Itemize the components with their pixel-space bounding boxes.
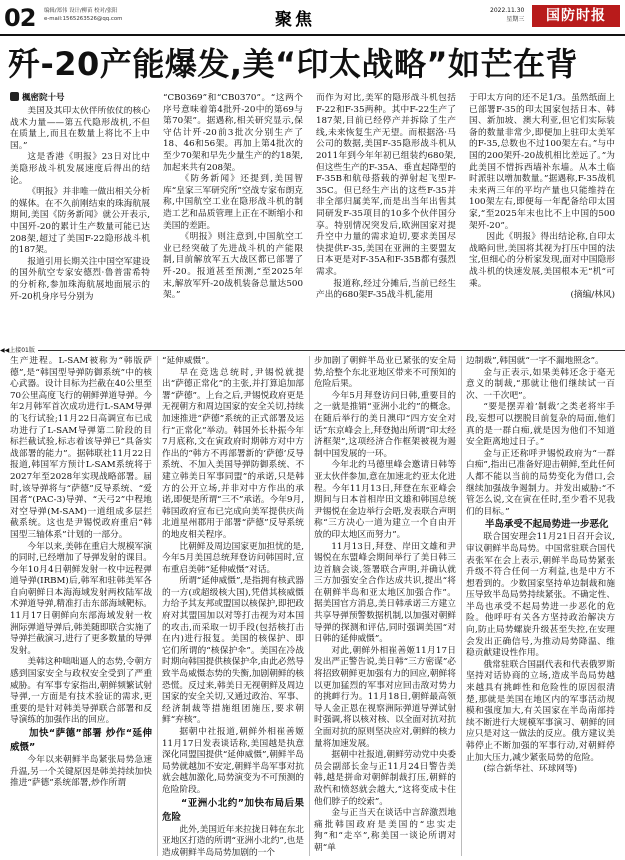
- paragraph: 因此《明报》得出结论称,自印太战略问世,美国将其视为打压中国的法宝,但细心的分析家发现,面对中国隐形战斗机的快速发展,美国根本无“机”可乘。: [469, 232, 615, 289]
- byline: [10, 91, 65, 103]
- paragraph: 《明报》并非唯一做出相关分析的媒体。在不久前刚结束的珠海航展期间,美国《防务新闻》就公开表示,中国歼-20的累计生产数量可能已达208架,超过了美国F-22隐形战斗机的187架。: [10, 187, 150, 256]
- paragraph: 于印太方向的还不足1/3。虽然纸面上已部署F-35的印太国家包括日本、韩国、新加坡、澳大利亚,但它们实际装备的数量非常少,即便加上驻印太美军的F-35,总数也不过100架左右。”与中国的200架歼-20战机相比差远了。”为此美国不惜拆西墙补东墙。从本土临时派驻以增加数量。”据遇称,F-35战机未来两三年的平均产量也只能维持在100架左右,即便每一年配备给印太国家,“至2025年末也比不上中国的500架歼-20”。: [469, 93, 615, 231]
- top-column-2: [163, 93, 303, 344]
- paragraph: 金与正表示,如果美韩还念于毫无意义的制裁,“那就让他们继续试一百次、一千次吧”。: [466, 367, 615, 401]
- paragraph: (综合新华社、环球网等): [483, 764, 578, 775]
- date: 2022.11.30: [490, 7, 525, 14]
- subheading: 加快“萨德”部署 炒作“延伸威慑”: [10, 728, 152, 753]
- byline-text: 楓密院十号: [22, 93, 65, 103]
- email-line: e-mail:1565263526@qq.com: [44, 16, 123, 22]
- paragraph: 生产进程。L-SAM被称为“韩版萨德”,是“韩国型导弹防御系统”中的核心武器。设计目标为拦截在40公里至70公里高度飞行的朝鲜弹道导弹。今年2月韩军首次成功进行L-SAM导弹的飞行试验;11月22日高调宣布已成功进行了L-SAM导弹第二阶段的目标拦截试验,标志着该导弹已“具备实战部署的能力”。据韩联社11月22日报道,韩国军方预计L-SAM系统将于2027年至2028年实现战略部署。届时,该导弹将与“萨德”反导系统、“爱国者”(PAC-3)导弹、“天弓2”中程地对空导弹(M-SAM)一道组成多层拦截系统。这也是尹锡悦政府重启“韩国型三轴体系”计划的一部分。: [10, 356, 152, 540]
- paragraph: 金与正还称呼尹锡悦政府为“一群白痴”,指出已准备好迎击朝鲜,至此任何人都不能以当前的局势变化为借口,会继续加强战争遏制力。并发出威胁:“不管怎么说,文在寅在任时,至少看不见我们的目标。”: [466, 448, 615, 517]
- paragraph: 《防务新闻》还提到,美国智库“皇家三军研究所”空战专家布朗克称,中国航空工业在隐形战斗机的制造工艺和品质管理上正在不断缩小和美国的差距。: [163, 174, 303, 231]
- issue-date: [490, 6, 524, 24]
- paragraph: 比朝鲜及周边国家更加担忧的是,今年5月美国总统拜登访问韩国时,宣布重启美韩“延伸威慑”对话。: [162, 541, 304, 575]
- continue-label: ◀◀上接01版: [0, 345, 38, 354]
- column-rule: [461, 356, 462, 856]
- weekday: 星期三: [506, 16, 525, 23]
- column-rule: [157, 356, 158, 856]
- header-rule: [0, 34, 625, 36]
- paragraph: 边制裁”,韩国就“一字不漏地照念”。: [466, 356, 604, 366]
- signoff: (摘编/林风): [570, 290, 615, 301]
- top-column-3: [316, 93, 456, 344]
- paragraph: 据朝中社报道,朝鲜劳动党中央委员会副部长金与正11月24日警告美韩,越是拼命对朝鲜制裁打压,朝鲜的敌忾和愤怒就会越大,“这将变成卡住他们脖子的绞索”。: [314, 750, 456, 807]
- paragraph: 今年以来朝鲜半岛紧张局势急速升温,另一个关键原因是韩美持续加快推进“萨德”系统部署,炒作所谓: [10, 755, 152, 789]
- editor-credits: [44, 7, 122, 23]
- paragraph: 所谓“延伸威慑”,是指拥有核武器的一方(或超级核大国),凭借其核威慑力给予其友邦或盟国以核保护,即把政府对其盟国加以对等打击视为对本国的攻击,而采取一切手段(包括核打击在内)进行报复。美国的核保护、即它们所谓的“核保护伞”。美国在冷战时期向韩国提供核保护伞,由此必然导致半岛威慑态势的失衡,加剧朝鲜的核恐慌。反过来,韩美日无视朝鲜及周边国家的安全关切,又通过政治、军事、经济制裁等措施组团施压,要求朝鲜“弃核”。: [162, 576, 304, 726]
- paragraph: 俄常驻联合国副代表和代表俄罗斯坚持对话协商的立场,造成半岛局势越来越具有挑衅性和危险性的原因很清楚,那就是美国在地区内的军事活动规模和强度加大,有关国家在半岛南部持续不断进行大规模军事演习、朝鲜的回应只是对这一做法的反应。俄方建议美韩停止不断加强的军事行动,对朝鲜停止加大压力,减少紧张局势的危险。: [466, 659, 615, 763]
- paragraph: 对此,朝鲜外相崔善姬11月17日发出严正警告说,美日韩“三方密谋”必将招致朝鲜更加强有力的回应,朝鲜将以更加猛烈的军事对应回击敌对势力的挑衅行为。11月18日,朝鲜最高领导人金正恩在视察洲际弹道导弹试射时强调,将以核对核、以全面对抗对抗全面对抗的原则坚决应对,朝鲜的核力量将加速发展。: [314, 645, 456, 749]
- bottom-column-1: [10, 356, 152, 856]
- paragraph: “要是摆弄着‘制裁’之类老将牢手段,妄想可以摆脱目前复杂的局面,他们真的是一群白痴,就是因为他们不知道安全距离地过日子。”: [466, 402, 615, 448]
- paragraph: 今年北约马德里峰会邀请日韩等亚太伙伴参加,意在加速北约亚太化进程。今年11月13日,拜登在东亚峰会期间与日本首相岸田文雄和韩国总统尹锡悦在金边举行会晤,发表联合声明称“三方决心一道为建立一个自由开放的印太地区而努力”。: [314, 460, 456, 540]
- bottom-column-4: [466, 356, 615, 856]
- bottom-column-2: [162, 356, 304, 856]
- paragraph: 今年以来,美韩在重启大规模军演的同时,已经增加了导弹发射的课目。今年10月4日朝鲜发射一枚中远程弹道导弹(IRBM)后,韩军和驻韩美军各自向朝鲜日本海海域发射两枚陆军战术弹道导弹,精准打击东部海域靶标。11月17日朝鲜向东部海域发射一枚洲际弹道导弹后,韩美随即联合实施了导弹拦截演习,进行了更多数量的导弹发射。: [10, 541, 152, 656]
- paragraph: 今年5月拜登访问日韩,重要目的之一就是推销“亚洲小北约”的概念。在随后举行的美日澳印“四方安全对话”东京峰会上,拜登抛出所谓“印太经济框架”,这项经济合作框架被视为遏制中国发展的一环。: [314, 390, 456, 459]
- paragraph: 联合国安理会11月21日召开会议,审议朝鲜半岛局势。中国常驻联合国代表张军在会上表示,朝鲜半岛局势紧张升级不符合任何一方利益,也是中方不想看到的。少数国家坚持单边制裁和施压导致半岛局势持续紧张。不确定性、半岛也承受不起局势进一步恶化的危险。他呼吁有关各方坚持政治解决方向,防止局势螺旋升级甚至失控,在安理会发出正确信号,为推动局势降温、维稳贡献建设性作用。: [466, 532, 615, 659]
- paragraph: 步加剧了朝鲜半岛业已紧张的安全局势,给整个东北亚地区带来不可预知的危险后果。: [314, 356, 456, 390]
- paragraph: 据朝中社报道,朝鲜外相崔善姬11月17日发表谈话称,美国越是执意深化同盟国提供“延伸威慑”,朝鲜半岛局势就越加不安定,朝鲜半岛军事对抗就会越加激化,局势演变为不可预测的危险阶段。: [162, 727, 304, 795]
- page-header: [0, 0, 625, 34]
- paragraph: 美韩这种咄咄逼人的态势,令朝方感到国家安全与政权安全受到了严重威胁。有军事专家指出,朝鲜频繁试射导弹,一方面是有技术验证的需求,更重要的是针对韩美导弹联合部署和反导演练的加强作出的回应。: [10, 657, 152, 726]
- section-title: 聚焦: [275, 10, 315, 30]
- newspaper-logo: 国防时报: [532, 5, 620, 27]
- editor-line: 编辑/郑伟 设计/柳苗 校对/张阳: [44, 8, 118, 14]
- paragraph: 《明报》则注意到,中国航空工业已经突破了先进战斗机的产能限制,目前解放军五大战区都已部署了歼-20。报道甚至预测,“至2025年末,解放军歼-20战机装备总量达500架。”: [163, 232, 303, 301]
- paragraph: 金与正当天在谈话中言辞激烈地痛批韩国政府是美国的“忠实走狗”和“走卒”,称美国一谈论所谓对朝“单: [314, 808, 456, 853]
- subheading: 半岛承受不起局势进一步恶化: [485, 519, 609, 531]
- paragraph: 此外,美国近年来拉拢日韩在东北亚地区打造的所谓“亚洲小北约”,也是造成朝鲜半岛局势加剧的一个: [162, 824, 304, 856]
- bottom-column-3: [314, 356, 456, 856]
- pen-icon: [10, 92, 19, 101]
- column-rule: [309, 356, 310, 856]
- top-column-4: [469, 93, 615, 344]
- paragraph: 早在竞选总统时,尹锡悦就提出“萨德正常化”的主张,并打算追加部署“萨德”。上台之后,尹锡悦政府更是无视朝方和周边国家的安全关切,持续加速推进“萨德”系统的正式部署及运行“正常化”举动。韩国外长朴振今年7月底称,文在寅政府时期韩方对中方作出的“韩方不再部署新的‘萨德’反导系统、不加入美国导弹防御系统、不建立韩美日军事同盟”的承诺,只是韩方的公开立场,并非对中方作出的承诺,即便是所谓“三不”承诺。今年9月,韩国政府宣布已完成向美军提供庆尚北道星州郡用于部署“萨德”反导系统的地皮相关程序。: [162, 367, 304, 540]
- paragraph: 而作为对比,美军的隐形战斗机包括F-22和F-35两种。其中F-22生产了187架,目前已经停产并拆除了生产线,未来恢复生产无望。而根据洛·马公司的数据,美国F-35隐形战斗机从2011年到今年年初已组装约680架,但这些生产的F-35A、垂直起降型的F-35B和航母搭载的弹射起飞型F-35C。但已经生产出的这些F-35并非全部归属美军,而是出当年出售其同研发F-35项目的10多个伙伴国分享。特别情况突发后,欧洲国家对提升空中力量的需求迫切,要求美国尽快提供F-35,美国在亚洲的主要盟友日本更是对F-35A和F-35B都有强烈需求。: [316, 93, 456, 277]
- paragraph: 这是香港《明报》23日对比中美隐形战斗机发展速度后得出的结论。: [10, 152, 150, 186]
- continuation-divider: [0, 346, 625, 354]
- paragraph: 11月13日,拜登、岸田文雄和尹锡悦在东盟峰会期间举行了美日韩三边首脑会谈,签署联合声明,并确认就三方加强安全合作达成共识,提出“将在朝鲜半岛和亚太地区加强合作”。据美国官方消息,美日韩承诺三方建立共享导弹预警数据机制,以加强对朝鲜导弹的探测和评估,同时强调美国“对日韩的延伸威慑”。: [314, 541, 456, 645]
- top-column-1: [10, 106, 150, 344]
- paragraph: 报道称,经过分摊后,当前已经生产出的680架F-35战斗机,能用: [316, 278, 456, 301]
- paragraph: “延伸威慑”。: [162, 356, 215, 366]
- paragraph: 美国及其印太伙伴所依仗的核心战术力量——第五代隐形战机,不但在质量上,而且在数量上将比不上中国。”: [10, 106, 150, 151]
- subheading: “亚洲小北约”加快布局后果危险: [162, 797, 304, 823]
- paragraph: “CB0369”和“CB0370”。“这两个序号意味着第4批歼-20中的第69与第70架”。据遇称,相关研究显示,保守估计歼-20前3批次分别生产了18、46和56架。再加上第4批次的至少70架和早先少量生产的约18架,加起来共有208架。: [163, 93, 303, 173]
- headline: 歼-20产能爆发,美“印太战略”如芒在背: [8, 45, 579, 83]
- page-number: 02: [4, 4, 36, 32]
- paragraph: 报道引用长期关注中国空军建设的国外航空专家安德烈·鲁普雷希特的分析称,参加珠海航展地面展示的歼-20机身序号分别为: [10, 256, 150, 302]
